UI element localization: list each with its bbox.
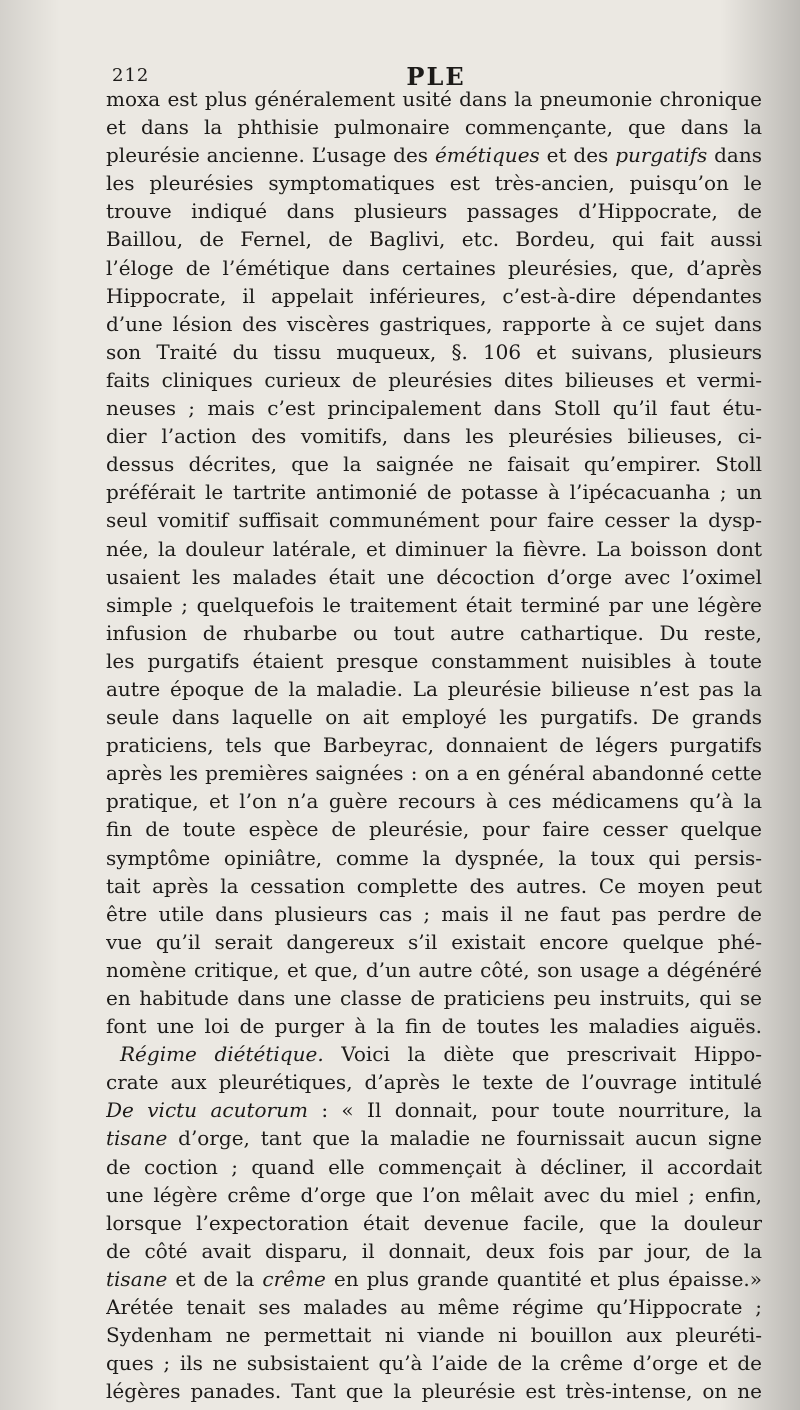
text-line: les pleurésies symptomatiques est très-ancien, puisqu’on le <box>106 171 762 196</box>
text-line: née, la douleur latérale, et diminuer la fièvre. La boisson dont <box>106 536 762 561</box>
text-line: dessus décrites, que la saignée ne faisait qu’empirer. Stoll <box>106 452 762 477</box>
text-line: infusion de rhubarbe ou tout autre cathartique. Du reste, <box>106 620 762 645</box>
text-line: praticiens, tels que Barbeyrac, donnaient de légers purgatifs <box>106 733 762 758</box>
text-line: nomène critique, et que, d’un autre côté, son usage a dégénéré <box>106 957 762 982</box>
text-line: après les premières saignées : on a en général abandonné cette <box>106 761 762 786</box>
text-line: tisane et de la crême en plus grande quantité et plus épaisse.» <box>106 1266 762 1291</box>
text-line: dier l’action des vomitifs, dans les pleurésies bilieuses, ci- <box>106 424 762 449</box>
text-line: légères panades. Tant que la pleurésie est très-intense, on ne <box>106 1379 762 1404</box>
text-line: De victu acutorum : « Il donnait, pour toute nourriture, la <box>106 1098 762 1123</box>
text-line: de coction ; quand elle commençait à décliner, il accordait <box>106 1154 762 1179</box>
text-line: son Traité du tissu muqueux, §. 106 et suivans, plusieurs <box>106 339 762 364</box>
text-line: trouve indiqué dans plusieurs passages d’Hippocrate, de <box>106 199 762 224</box>
text-line: neuses ; mais c’est principalement dans Stoll qu’il faut étu- <box>106 396 762 421</box>
text-line: tait après la cessation complette des autres. Ce moyen peut <box>106 873 762 898</box>
running-head: PLE <box>406 62 466 91</box>
text-line: fin de toute espèce de pleurésie, pour faire cesser quelque <box>106 817 762 842</box>
text-line: Baillou, de Fernel, de Baglivi, etc. Bordeu, qui fait aussi <box>106 227 762 252</box>
text-line: seule dans laquelle on ait employé les purgatifs. De grands <box>106 705 762 730</box>
text-line: symptôme opiniâtre, comme la dyspnée, la toux qui persis- <box>106 845 762 870</box>
text-line: être utile dans plusieurs cas ; mais il ne faut pas perdre de <box>106 901 762 926</box>
text-line: pratique, et l’on n’a guère recours à ces médicamens qu’à la <box>106 789 762 814</box>
text-line: une légère crême d’orge que l’on mêlait avec du miel ; enfin, <box>106 1182 762 1207</box>
text-line: usaient les malades était une décoction d’orge avec l’oximel <box>106 564 762 589</box>
text-line: vue qu’il serait dangereux s’il existait encore quelque phé- <box>106 929 762 954</box>
text-line: tisane d’orge, tant que la maladie ne fournissait aucun signe <box>106 1126 762 1151</box>
page-number: 212 <box>112 65 150 86</box>
text-line: préférait le tartrite antimonié de potasse à l’ipécacuanha ; un <box>106 480 762 505</box>
text-line: Régime diététique. Voici la diète que prescrivait Hippo- <box>120 1042 762 1067</box>
text-line: Hippocrate, il appelait inférieures, c’est-à-dire dépendantes <box>106 283 762 308</box>
text-line: autre époque de la maladie. La pleurésie bilieuse n’est pas la <box>106 676 762 701</box>
body-text <box>106 85 762 1405</box>
text-line: moxa est plus généralement usité dans la pneumonie chronique <box>106 87 762 111</box>
text-line: et dans la phthisie pulmonaire commençante, que dans la <box>106 115 762 140</box>
text-line: lorsque l’expectoration était devenue facile, que la douleur <box>106 1210 762 1235</box>
text-line: faits cliniques curieux de pleurésies dites bilieuses et vermi- <box>106 367 762 392</box>
text-line: en habitude dans une classe de praticiens peu instruits, qui se <box>106 986 762 1010</box>
text-line: pleurésie ancienne. L’usage des émétiques et des purgatifs dans <box>106 143 762 168</box>
text-line: ques ; ils ne subsistaient qu’à l’aide de la crême d’orge et de <box>106 1351 762 1376</box>
text-line: les purgatifs étaient presque constamment nuisibles à toute <box>106 648 762 673</box>
text-line: de côté avait disparu, il donnait, deux fois par jour, de la <box>106 1238 762 1263</box>
text-line: simple ; quelquefois le traitement était terminé par une légère <box>106 592 762 617</box>
text-line: d’une lésion des viscères gastriques, rapporte à ce sujet dans <box>106 311 762 336</box>
text-line: l’éloge de l’émétique dans certaines pleurésies, que, d’après <box>106 255 762 280</box>
text-line: crate aux pleurétiques, d’après le texte de l’ouvrage intitulé <box>106 1070 762 1095</box>
text-line: font une loi de purger à la fin de toutes les maladies aiguës. <box>106 1014 762 1039</box>
text-line: seul vomitif suffisait communément pour faire cesser la dysp- <box>106 508 762 533</box>
text-line: Arétée tenait ses malades au même régime qu’Hippocrate ; <box>106 1295 762 1320</box>
text-line: Sydenham ne permettait ni viande ni bouillon aux pleuréti- <box>106 1323 762 1348</box>
